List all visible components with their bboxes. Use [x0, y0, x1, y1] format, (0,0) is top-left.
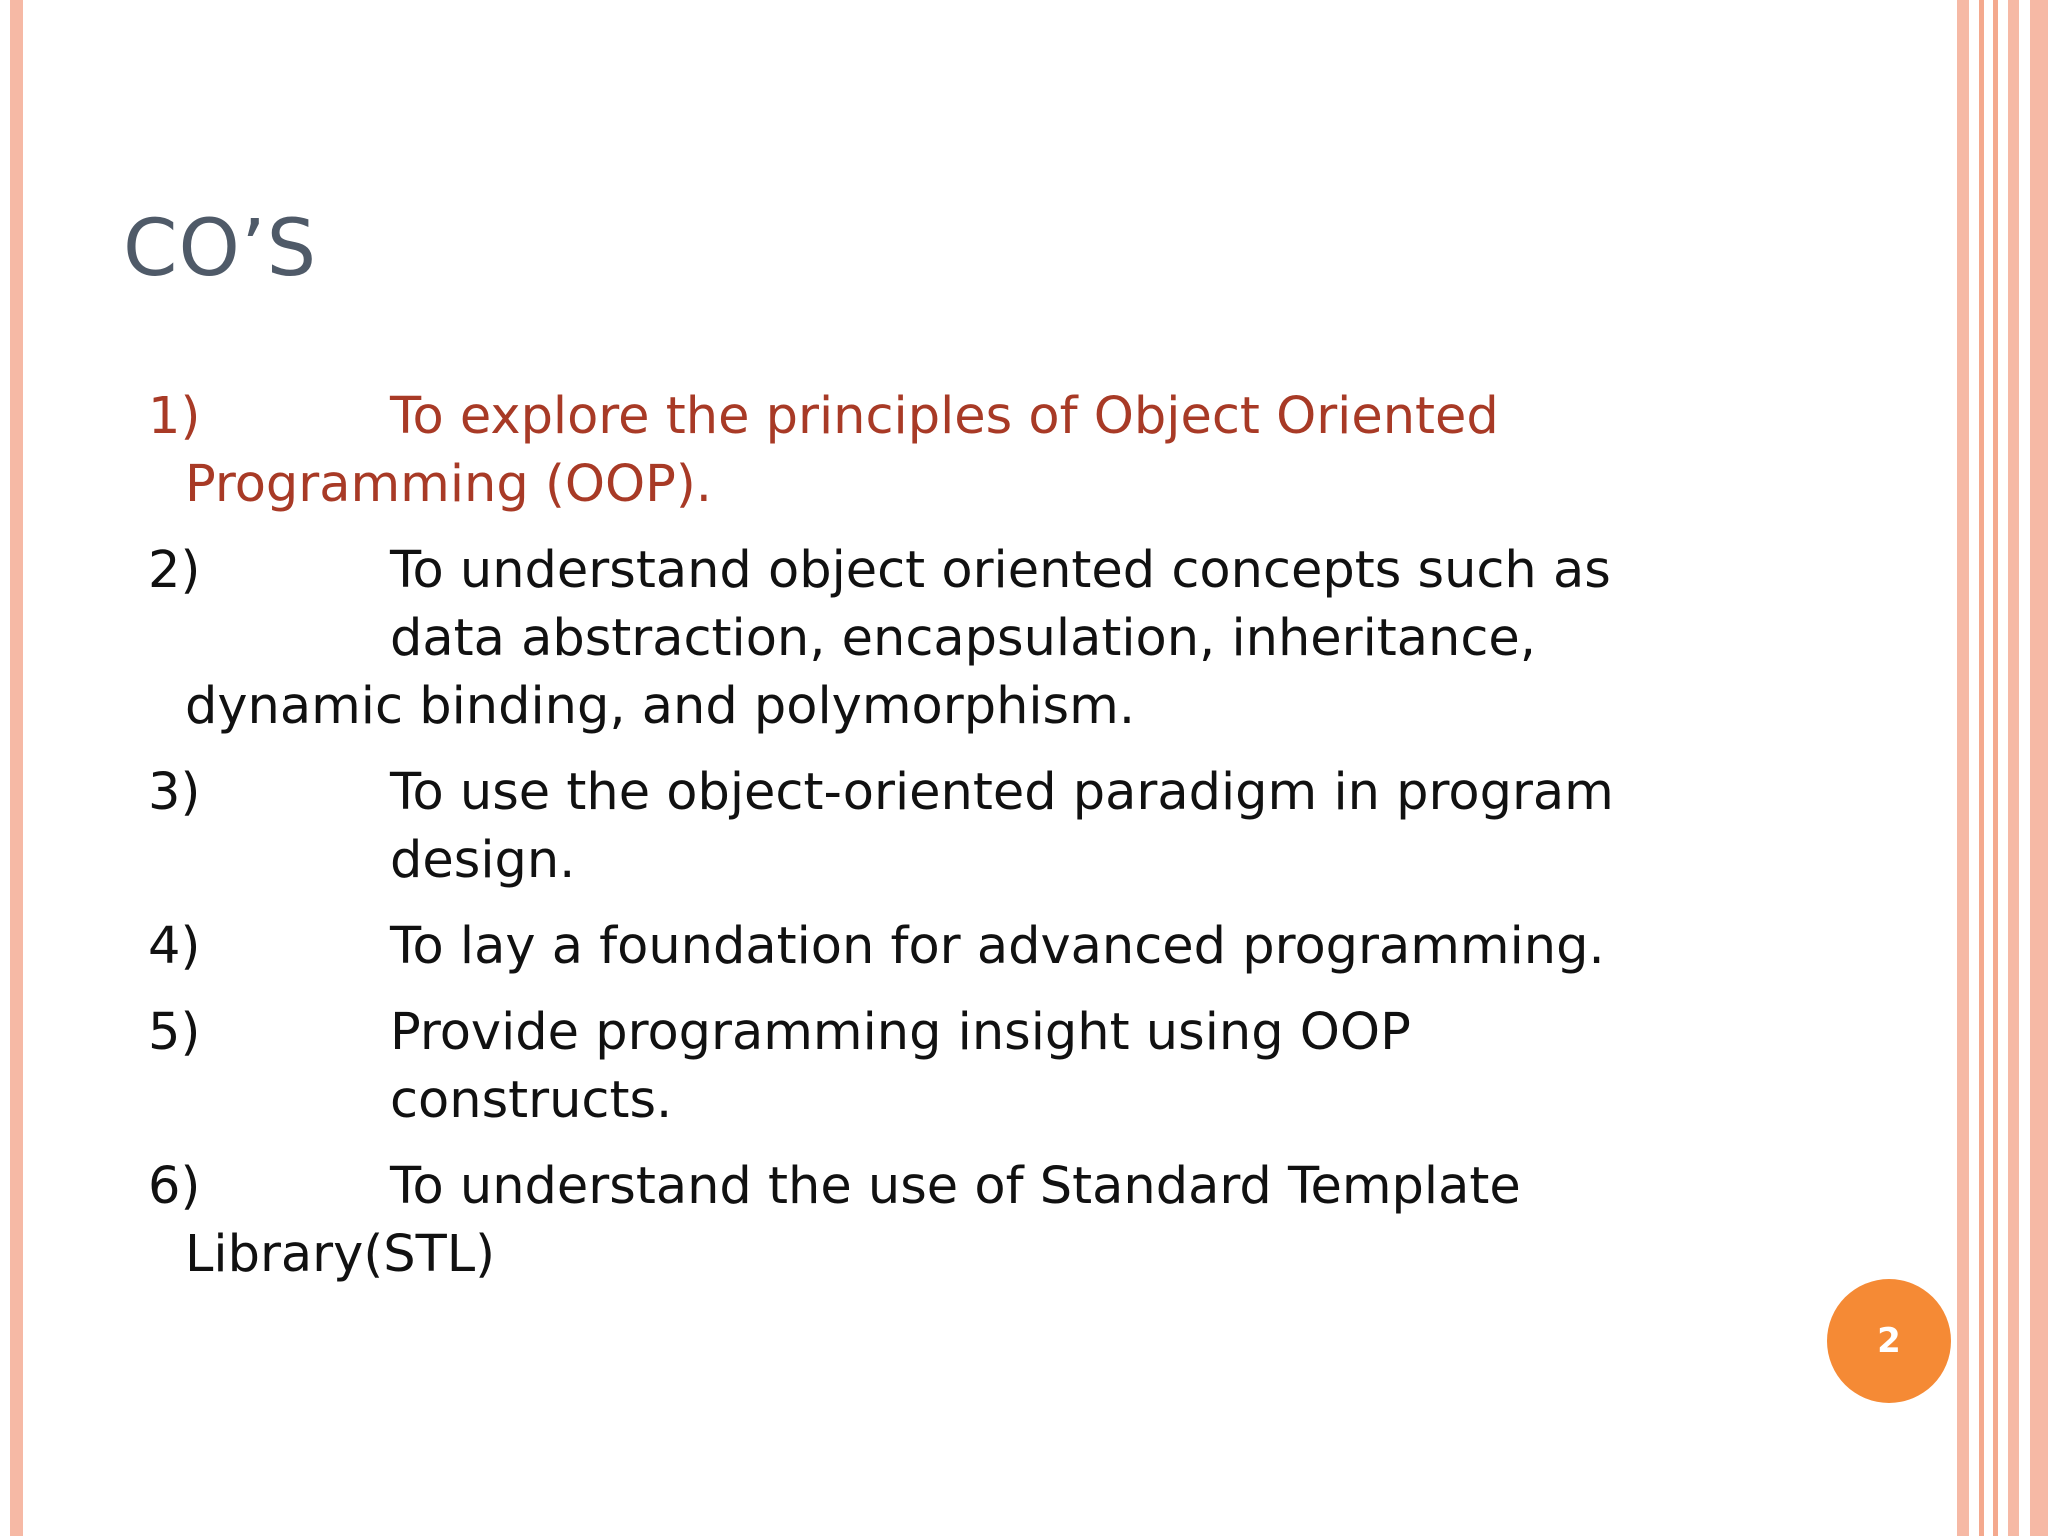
- objective-hanging-line: dynamic binding, and polymorphism.: [185, 677, 1136, 736]
- objective-line: design.: [390, 831, 576, 890]
- objective-item: [148, 913, 1708, 981]
- objective-number: 4): [148, 917, 201, 976]
- right-decorative-stripe: [1993, 0, 1998, 1536]
- objective-line: To explore the principles of Object Oriented: [390, 387, 1499, 446]
- right-decorative-stripe: [1957, 0, 1969, 1536]
- objective-line: Provide programming insight using OOP: [390, 1003, 1411, 1062]
- right-decorative-stripe: [2030, 0, 2048, 1536]
- objective-number: 3): [148, 763, 201, 822]
- objective-line: constructs.: [390, 1071, 673, 1130]
- objective-number: 6): [148, 1157, 201, 1216]
- objective-hanging-line: Library(STL): [185, 1225, 496, 1284]
- slide-title: CO’S: [123, 204, 318, 294]
- objective-item: [148, 1153, 1708, 1289]
- right-decorative-stripe: [2008, 0, 2019, 1536]
- left-decorative-stripe: [10, 0, 23, 1536]
- objective-hanging-line: Programming (OOP).: [185, 455, 712, 514]
- objectives-list: [148, 383, 1708, 1307]
- objective-item: [148, 759, 1708, 895]
- objective-line: To lay a foundation for advanced programming.: [390, 917, 1605, 976]
- objective-number: 1): [148, 387, 201, 446]
- right-decorative-stripe: [1979, 0, 1984, 1536]
- objective-number: 5): [148, 1003, 201, 1062]
- objective-item: [148, 537, 1708, 741]
- objective-line: To use the object-oriented paradigm in program: [390, 763, 1614, 822]
- objective-line: data abstraction, encapsulation, inheritance,: [390, 609, 1536, 668]
- objective-item: [148, 383, 1708, 519]
- page-number-badge: 2: [1827, 1279, 1951, 1403]
- objective-line: To understand object oriented concepts such as: [390, 541, 1611, 600]
- objective-item: [148, 999, 1708, 1135]
- objective-line: To understand the use of Standard Template: [390, 1157, 1521, 1216]
- objective-number: 2): [148, 541, 201, 600]
